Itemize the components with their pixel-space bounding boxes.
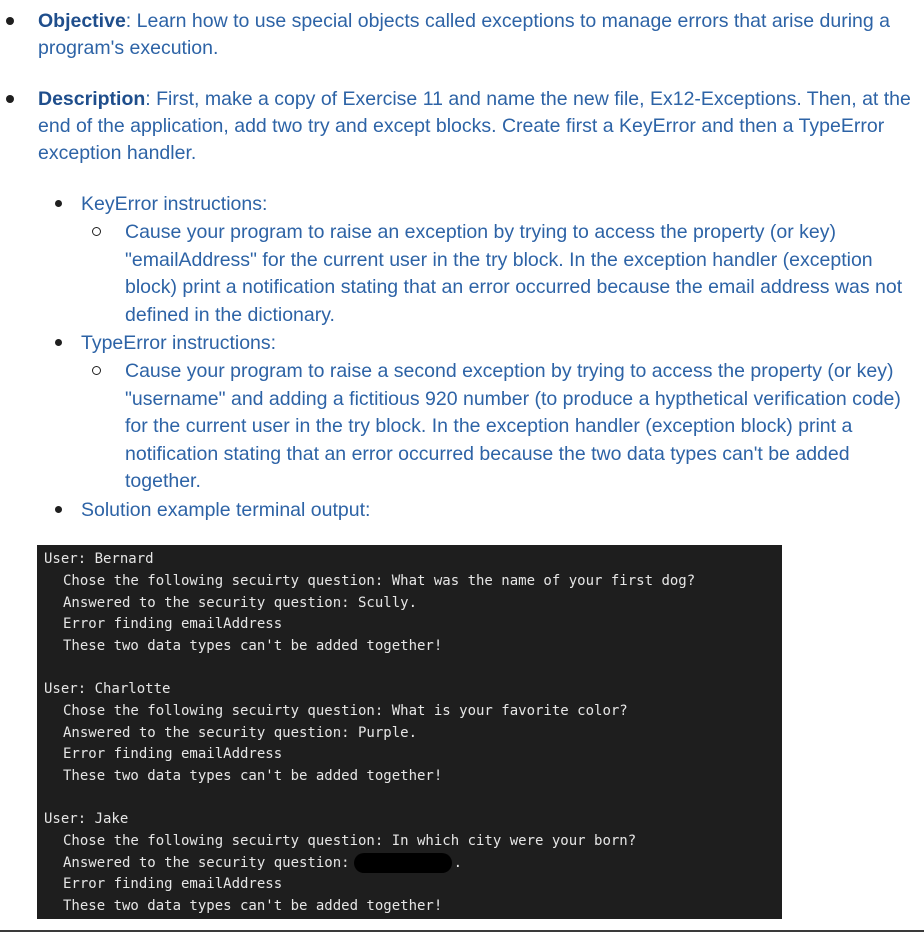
page-bottom-rule <box>0 930 924 932</box>
bullet-ring-icon <box>92 227 101 236</box>
terminal-question-line: Chose the following secuirty question: What was the name of your first dog? <box>63 573 696 589</box>
terminal-output <box>37 545 782 919</box>
terminal-error-line: Error finding emailAddress <box>63 746 283 762</box>
solution-title: Solution example terminal output: <box>81 499 371 521</box>
objective-bullet <box>6 8 916 62</box>
keyerror-bullet <box>55 191 915 218</box>
objective-text <box>38 8 916 62</box>
terminal-user-line: User: Jake <box>44 811 129 827</box>
terminal-answer-suffix: . <box>453 855 463 871</box>
description-label: Description <box>38 88 146 110</box>
bullet-dot-icon <box>55 200 62 207</box>
bullet-dot-icon <box>55 339 62 346</box>
terminal-typeerror-line: These two data types can't be added together! <box>63 898 443 914</box>
bullet-dot-icon <box>6 95 14 103</box>
bullet-dot-icon <box>6 17 14 25</box>
terminal-typeerror-line: These two data types can't be added together! <box>63 638 443 654</box>
terminal-question-line: Chose the following secuirty question: What is your favorite color? <box>63 703 628 719</box>
description-bullet <box>6 86 916 167</box>
solution-bullet <box>55 497 915 524</box>
typeerror-bullet <box>55 330 915 357</box>
terminal-user-line: User: Bernard <box>44 551 154 567</box>
typeerror-title: TypeError instructions: <box>81 332 277 354</box>
terminal-answer-line-redacted <box>63 853 462 873</box>
terminal-answer-line: Answered to the security question: Scully. <box>63 595 418 611</box>
description-text <box>38 86 916 167</box>
terminal-question-line: Chose the following secuirty question: In which city were your born? <box>63 833 637 849</box>
keyerror-title: KeyError instructions: <box>81 193 268 215</box>
keyerror-detail: Cause your program to raise an exception by trying to access the property (or key) "emailAddress" for the current user in the try block. In the exception handler (exception block) print a notification stating that an error occurred because the email address was not defined in the dictionary. <box>125 221 903 326</box>
keyerror-detail-bullet <box>92 219 914 329</box>
typeerror-detail-bullet <box>92 358 914 496</box>
typeerror-detail: Cause your program to raise a second exception by trying to access the property (or key) "username" and adding a fictitious 920 number (to produce a hypthetical verification code) for the current user in the try block. In the exception handler (exception block) print a notification stating that an error occurred because the two data types can't be added together. <box>125 360 901 492</box>
terminal-answer-prefix: Answered to the security question: <box>63 855 350 871</box>
bullet-ring-icon <box>92 366 101 375</box>
terminal-user-line: User: Charlotte <box>44 681 171 697</box>
description-body: : First, make a copy of Exercise 11 and name the new file, Ex12-Exceptions. Then, at the end of the application, add two try and except blocks. Create first a KeyError and then a TypeError exception handler. <box>38 88 911 164</box>
terminal-answer-line: Answered to the security question: Purple. <box>63 725 418 741</box>
terminal-typeerror-line: These two data types can't be added together! <box>63 768 443 784</box>
terminal-error-line: Error finding emailAddress <box>63 616 283 632</box>
terminal-error-line: Error finding emailAddress <box>63 876 283 892</box>
objective-label: Objective <box>38 10 126 32</box>
bullet-dot-icon <box>55 506 62 513</box>
objective-body: : Learn how to use special objects called exceptions to manage errors that arise during a program's execution. <box>38 10 890 59</box>
redaction-mark <box>354 853 452 873</box>
